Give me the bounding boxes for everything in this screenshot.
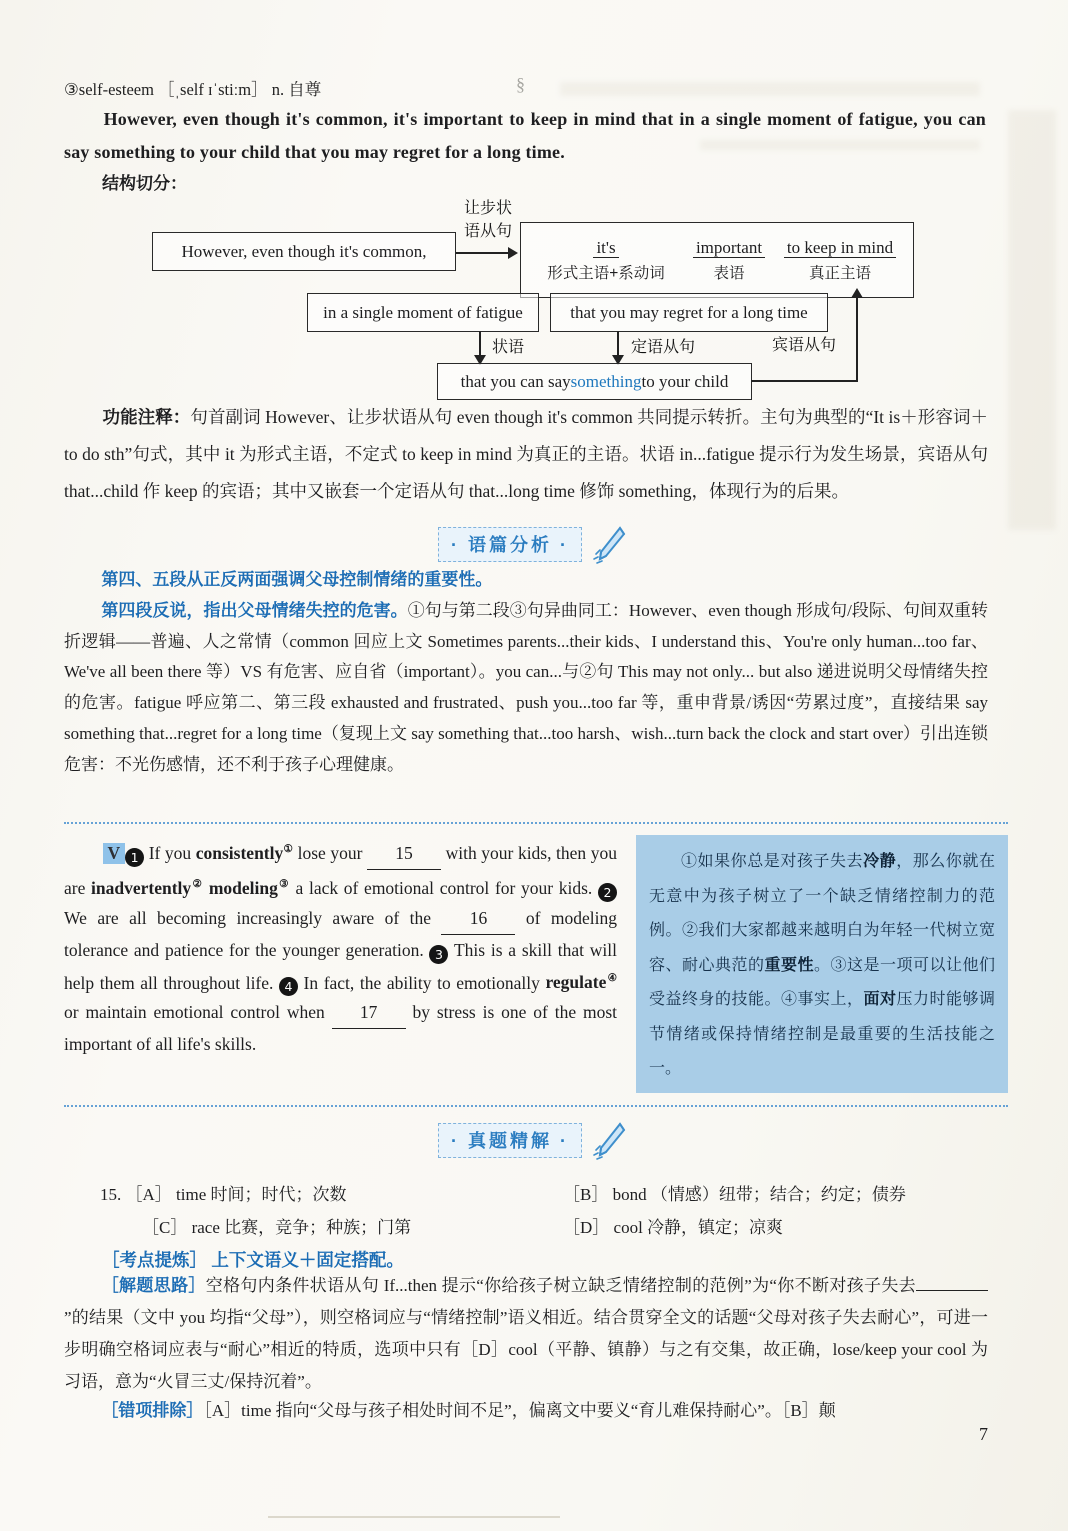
option-gloss: （情感）纽带；结合；约定；债券 [650, 1185, 906, 1204]
translation-part: 。③这是一项可以让他们受益终身的技能。④事实上， [649, 956, 995, 1008]
passage-block [64, 822, 1008, 1107]
paragraph-number-tag: V [103, 843, 126, 864]
passage-text: We are all becoming increasingly aware of the [64, 907, 442, 928]
word-to-keep-in-mind: to keep in mind [784, 238, 896, 258]
analysis-thesis [64, 565, 988, 596]
option-word: bond [612, 1185, 647, 1204]
main-clause-box: However, even though it's common, [152, 232, 456, 271]
option-gloss: 比赛，竞争；种族；门第 [224, 1218, 412, 1237]
arrow-line [856, 295, 858, 382]
keypoint-text: 上下文语义＋固定搭配。 [211, 1250, 404, 1270]
arrow-line [479, 331, 481, 357]
analysis-detail-body: ①句与第二段③句异曲同工：However、even though 形成句/段际、句间双重转折逻辑——普遍、人之常情（common 回应上文 Sometimes parents...their kids、I understand this、You're only human...too far、We've all been there 等）VS 有危害、应自省（important）。you can...与②句 This may not only... but also 递进说明父母情绪失控的危害。fatigue 呼应第二、第三段 exhausted and frustrated、push you...too far 等，重申背景/诱因“劳累过度”，直接结果 say something that...regret for a long time（复现上文 say something that...too harsh、wish...turn back the clock and start over）引出连锁危害：不光伤感情，还不利于孩子心理健康。 [64, 600, 989, 774]
role-real-subject: 真正主语 [808, 264, 871, 282]
analysis-thesis-text: 第四、五段从正反两面强调父母控制情绪的重要性。 [101, 570, 493, 589]
concession-clause-label [452, 197, 524, 243]
pen-icon [590, 524, 630, 564]
analysis-detail [64, 596, 988, 781]
passage-text: a lack of emotional control for your kids. [289, 877, 598, 898]
adverbial-box: in a single moment of fatigue [307, 293, 539, 332]
object-box-pre: that you can say [460, 371, 571, 391]
predicate-box [520, 222, 914, 298]
passage-bold: regulate④ [545, 972, 617, 993]
role-formal-subject: 形式主语+系动词 [547, 264, 665, 282]
translation-box [636, 835, 1008, 1093]
object-clause-box [437, 363, 752, 400]
scan-smudge [1008, 110, 1056, 530]
passage-text: or maintain emotional control when [64, 1002, 332, 1023]
discourse-analysis-badge: · 语篇分析 · [438, 527, 582, 562]
passage-text: This is a skill that will help them all throughout life. [64, 939, 617, 993]
passage-bold: modeling③ [208, 877, 290, 898]
option-d [563, 1213, 783, 1238]
passage-text [203, 878, 209, 898]
object-box-highlight: something [570, 371, 642, 391]
discourse-analysis-header [0, 524, 1068, 564]
analysis-detail-lead: 第四段反说，指出父母情绪失控的危害。 [101, 600, 408, 620]
inline-blank [916, 1290, 988, 1291]
passage-text [64, 835, 617, 1059]
function-note-label: 功能注释： [102, 407, 191, 427]
analysis-section [64, 565, 988, 781]
passage-blank: 17 [332, 997, 406, 1029]
approach-pre: 空格句内条件状语从句 If...then 提示“你给孩子树立缺乏情绪控制的范例”为“你不断对孩子失去 [205, 1276, 916, 1295]
approach-post: ”的结果（文中 you 均指“父母”），则空格词应与“情绪控制”语义相近。结合贯穿全文的话题“父母对孩子失去耐心”，可进一步明确空格词应表与“耐心”相近的特质，选项中只有［D］cool（平静、镇静）与之有交集，故正确，lose/keep your cool 为习语，意为“火冒三丈/保持沉着”。 [64, 1308, 988, 1391]
option-c [142, 1213, 411, 1238]
option-key: ［D］ [563, 1218, 610, 1237]
concession-label-line1: 让步状 [463, 200, 512, 217]
word-its: it's [593, 238, 618, 258]
vocab-note: ③self-esteem ［ˌself ɪˈstiːm］ n. 自尊 [64, 80, 322, 99]
option-word: cool [613, 1218, 643, 1237]
passage-blank: 16 [441, 903, 515, 935]
role-predicative: 表语 [713, 264, 745, 282]
predicate-word [684, 238, 774, 258]
keypoint-line [102, 1247, 404, 1272]
passage-marker: 3 [429, 945, 448, 964]
translation-part: 重要性 [764, 956, 814, 974]
predicate-roles-row [531, 258, 903, 283]
translation-part: 冷静 [863, 853, 897, 870]
relative-clause-label: 定语从句 [631, 339, 696, 356]
translation-part: 面对 [863, 991, 897, 1008]
pen-icon [590, 1120, 630, 1160]
object-box-post: to your child [641, 371, 729, 391]
option-key: ［B］ [563, 1185, 609, 1204]
question-analysis-badge: · 真题精解 · [438, 1123, 582, 1158]
function-note [64, 399, 988, 510]
keypoint-label: ［考点提炼］ [102, 1250, 207, 1270]
passage-marker: 4 [279, 977, 298, 996]
key-sentence: However, even though it's common, it's important to keep in mind that in a single moment of fatigue, you can say something to your child that you may regret for a long time. [64, 109, 986, 162]
object-clause-label: 宾语从句 [772, 337, 837, 354]
arrow-line [617, 331, 619, 357]
option-key: ［C］ [142, 1218, 188, 1237]
question-analysis-header [0, 1120, 1068, 1160]
elimination-text: ［A］time 指向“父母与孩子相处时间不足”，偏离文中要义“育儿难保持耐心”。［B］颠 [203, 1401, 836, 1420]
passage-blank: 15 [367, 838, 441, 870]
concession-label-line2: 语从句 [463, 223, 512, 240]
predicate-words-row [531, 238, 903, 258]
arrow-up-icon [851, 288, 863, 298]
section-mark: § [516, 74, 525, 94]
word-important: important [693, 238, 765, 258]
arrow-right-icon [508, 247, 518, 259]
arrow-line [751, 380, 858, 382]
option-word: time [176, 1185, 207, 1204]
passage-text: lose your [293, 842, 368, 863]
page-number: 7 [979, 1424, 988, 1444]
adverbial-label: 状语 [492, 339, 525, 356]
option-a [100, 1180, 347, 1205]
option-gloss: 冷静，镇定；凉爽 [647, 1218, 784, 1237]
passage-bold: consistently① [195, 842, 294, 863]
passage-text: of modeling tolerance and patience for the younger generation. [64, 907, 617, 960]
passage-text: If you [144, 842, 196, 863]
passage-marker: 1 [125, 848, 144, 867]
structure-heading: 结构切分： [102, 174, 187, 193]
option-key: ［A］ [125, 1185, 172, 1204]
option-gloss: 时间；时代；次数 [210, 1185, 347, 1204]
passage-marker: 2 [598, 883, 617, 902]
scan-artifact-line [268, 1516, 560, 1518]
question-number: 15. [100, 1185, 122, 1204]
predicate-word [777, 238, 903, 258]
option-b [563, 1180, 906, 1205]
passage-bold: inadvertently② [91, 877, 204, 898]
function-note-text: 句首副词 However、让步状语从句 even though it's common 共同提示转折。主句为典型的“It is＋形容词＋to do sth”句式，其中 it 为形式主语，不定式 to keep in mind 为真正的主语。状语 in...fatigue 提示行为发生场景，宾语从句 that...child 作 keep 的宾语；其中又嵌套一个定语从句 that...long time 修饰 something，体现行为的后果。 [64, 407, 989, 501]
option-word: race [191, 1218, 220, 1237]
translation-part: ①如果你总是对孩子失去 [681, 853, 864, 870]
translation-part: ，那么你就在无意中为孩子树立了一个缺乏情绪控制力的范例。②我们大家都越来越明白为年轻一代树立宽容、耐心典范的 [649, 853, 995, 974]
elimination-label: ［错项排除］ [101, 1401, 204, 1420]
predicate-word [531, 238, 681, 258]
passage-text: by stress is one of the most important of all life's skills. [64, 1002, 617, 1055]
passage-text: In fact, the ability to emotionally [297, 972, 546, 993]
relative-clause-box: that you may regret for a long time [550, 293, 828, 332]
translation-part: 压力时能够调节情绪或保持情绪控制是最重要的生活技能之一。 [649, 991, 995, 1077]
approach-paragraph [64, 1270, 988, 1398]
elimination-paragraph [64, 1395, 988, 1427]
arrow-line [456, 252, 508, 254]
passage-text: with your kids, then you are [64, 842, 617, 898]
approach-label: ［解题思路］ [101, 1276, 206, 1295]
scan-smudge [560, 82, 980, 96]
